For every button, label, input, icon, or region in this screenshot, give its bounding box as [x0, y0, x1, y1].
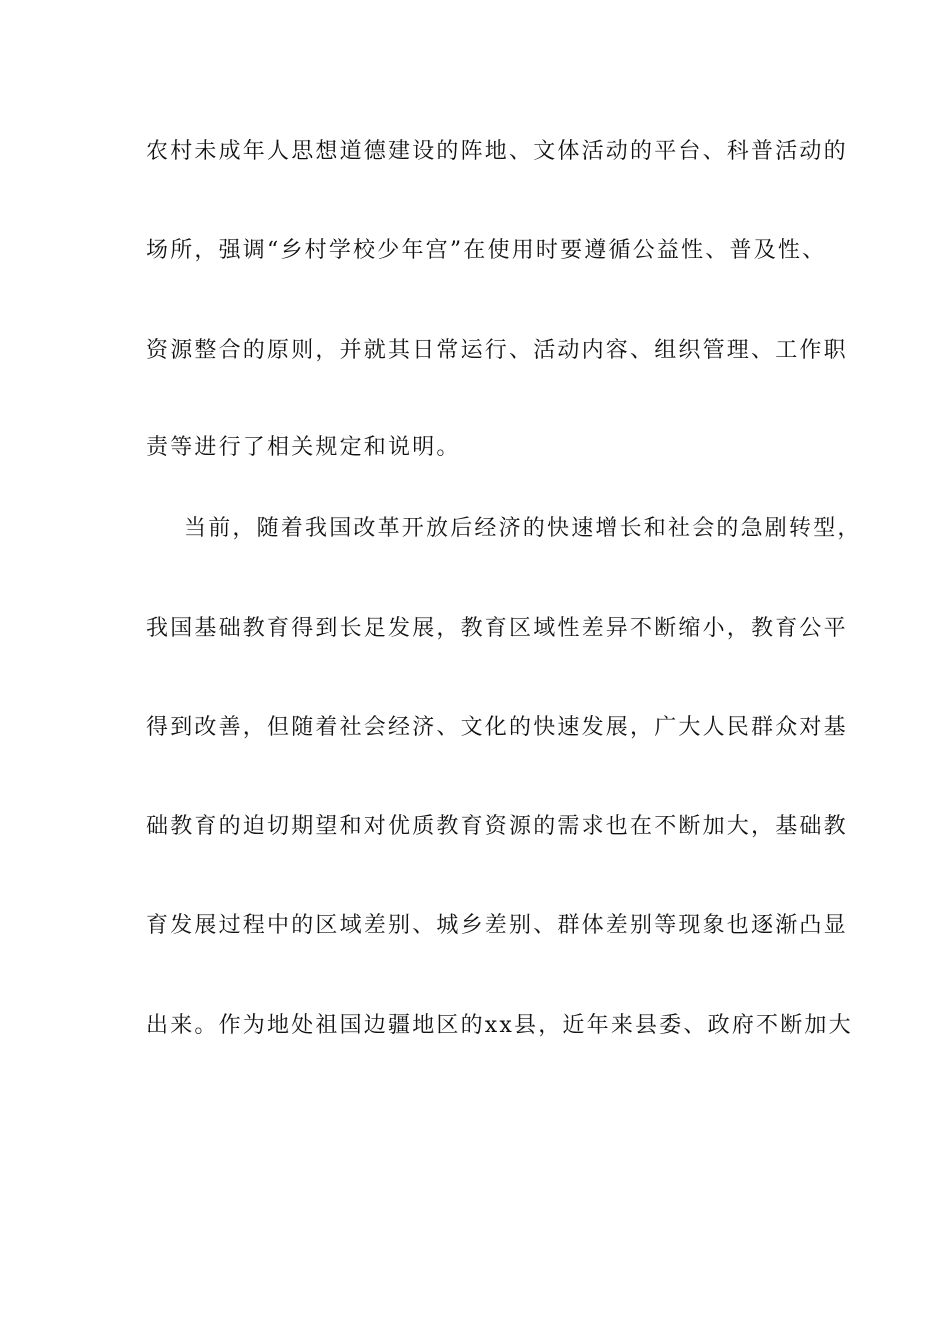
text-line: 场所，强调“乡村学校少年宫”在使用时要遵循公益性、普及性、 [146, 238, 827, 263]
text-line: 础教育的迫切期望和对优质教育资源的需求也在不断加大，基础教 [146, 814, 848, 839]
text-line: 农村未成年人思想道德建设的阵地、文体活动的平台、科普活动的 [146, 139, 848, 164]
text-line: 育发展过程中的区域差别、城乡差别、群体差别等现象也逐渐凸显 [146, 913, 848, 938]
paragraph-first-line: 当前，随着我国改革开放后经济的快速增长和社会的急剧转型， [184, 516, 862, 541]
text-line: 出来。作为地处祖国边疆地区的xx县，近年来县委、政府不断加大 [146, 1013, 853, 1038]
text-line: 我国基础教育得到长足发展，教育区域性差异不断缩小，教育公平 [146, 616, 848, 641]
text-line: 责等进行了相关规定和说明。 [146, 435, 461, 460]
text-line: 得到改善，但随着社会经济、文化的快速发展，广大人民群众对基 [146, 715, 848, 740]
text-line: 资源整合的原则，并就其日常运行、活动内容、组织管理、工作职 [146, 338, 848, 363]
